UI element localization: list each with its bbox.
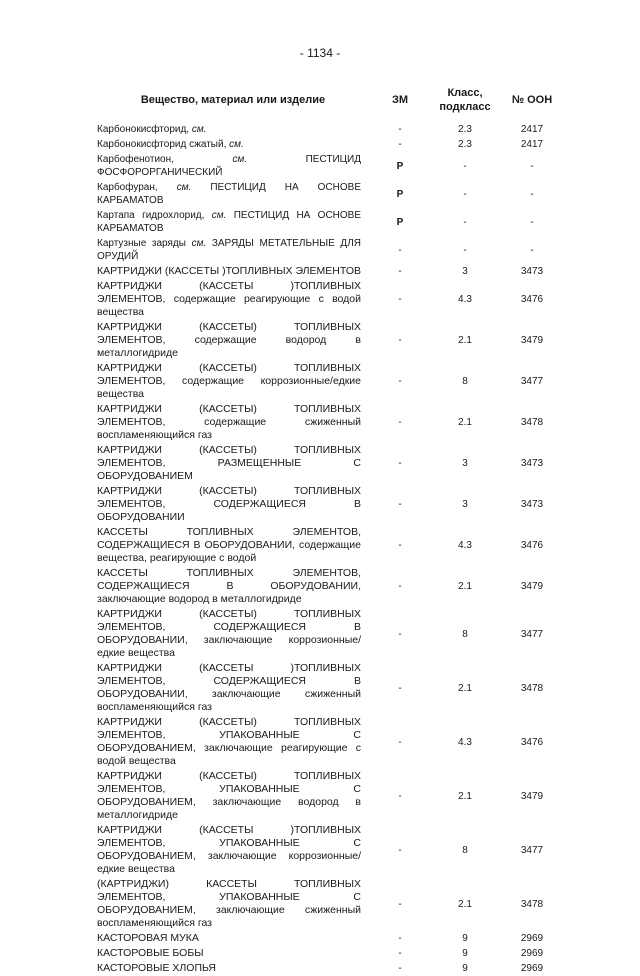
row-reference: см. — [191, 238, 207, 249]
table-row — [97, 402, 565, 443]
row-un-number: 3477 — [520, 376, 544, 387]
row-substance-name — [97, 769, 369, 823]
row-substance-name — [97, 152, 369, 180]
row-substance-name — [97, 877, 369, 931]
row-name-text: Карбонокисфторид сжатый, — [97, 139, 230, 150]
row-name-text: КАРТРИДЖИ (КАССЕТЫ) ТОПЛИВНЫХ ЭЛЕМЕНТОВ, СОДЕРЖАЩИЕСЯ В ОБОРУДОВАНИИ, заключающие коррозионные/едкие вещества — [97, 608, 361, 659]
row-class: 4.3 — [458, 294, 472, 305]
row-un-number: 3473 — [520, 458, 544, 469]
row-zm: - — [398, 948, 402, 959]
table-row — [97, 946, 565, 961]
row-class: 2.1 — [458, 417, 472, 428]
row-name-text: КАРТРИДЖИ (КАССЕТЫ )ТОПЛИВНЫХ ЭЛЕМЕНТОВ, УПАКОВАННЫЕ С ОБОРУДОВАНИЕМ, заключающие коррозионные/едкие вещества — [97, 824, 361, 875]
row-substance-name — [97, 715, 369, 769]
table-row — [97, 877, 565, 931]
header-class-line2: подкласс — [439, 101, 491, 113]
row-zm: - — [398, 682, 402, 694]
row-un-number: - — [530, 244, 534, 256]
row-zm: Р — [396, 160, 404, 172]
row-name-text: КАРТРИДЖИ (КАССЕТЫ )ТОПЛИВНЫХ ЭЛЕМЕНТОВ, содержащие реагирующие с водой вещества — [97, 280, 361, 318]
row-class: 9 — [462, 933, 468, 944]
row-name-target: ПЕСТИЦИД НА ОСНОВЕ КАРБАМАТОВ — [97, 182, 361, 206]
row-name-text: КАСТОРОВЫЕ БОБЫ — [97, 947, 204, 959]
page-number: - 1134 - — [299, 46, 341, 60]
row-name-text: КАРТРИДЖИ (КАССЕТЫ) ТОПЛИВНЫХ ЭЛЕМЕНТОВ, УПАКОВАННЫЕ С ОБОРУДОВАНИЕМ, заключающие водород в металлогидриде — [97, 770, 361, 821]
row-name-text: КАРТРИДЖИ (КАССЕТЫ) ТОПЛИВНЫХ ЭЛЕМЕНТОВ, содержащие водород в металлогидриде — [97, 321, 361, 359]
row-class: 8 — [462, 844, 468, 856]
table-row — [97, 931, 565, 946]
table-row — [97, 152, 565, 180]
row-zm: - — [398, 124, 402, 135]
row-class: 4.3 — [458, 540, 472, 551]
row-name-text: Карбофуран, — [97, 182, 177, 193]
row-class: 2.1 — [458, 335, 472, 346]
row-zm: - — [398, 844, 402, 856]
row-zm: - — [398, 628, 402, 640]
table-body — [97, 122, 565, 976]
table-row — [97, 122, 565, 137]
row-zm: - — [398, 244, 402, 256]
table-row — [97, 180, 565, 208]
row-un-number: 2417 — [520, 124, 544, 135]
row-substance-name — [97, 961, 369, 976]
row-substance-name — [97, 236, 369, 264]
row-class: 2.1 — [458, 790, 472, 802]
row-zm: - — [398, 417, 402, 428]
row-un-number: 3478 — [520, 682, 544, 694]
row-zm: - — [398, 790, 402, 802]
row-class: 2.1 — [458, 898, 472, 910]
row-name-text: КАСТОРОВЫЕ ХЛОПЬЯ — [97, 962, 217, 974]
row-name-text: КАРТРИДЖИ (КАССЕТЫ )ТОПЛИВНЫХ ЭЛЕМЕНТОВ, СОДЕРЖАЩИЕСЯ В ОБОРУДОВАНИИ, заключающие сжиженный воспламеняющийся газ — [97, 662, 361, 713]
row-substance-name — [97, 823, 369, 877]
row-substance-name — [97, 122, 369, 137]
row-class: 3 — [462, 266, 468, 277]
row-un-number: 3476 — [520, 540, 544, 551]
header-un: № ООН — [511, 94, 553, 106]
row-substance-name — [97, 208, 369, 236]
row-class: 9 — [462, 948, 468, 959]
row-substance-name — [97, 525, 369, 566]
header-class-line1: Класс, — [447, 87, 483, 99]
row-zm: Р — [396, 188, 404, 200]
row-name-text: Картузные заряды — [97, 238, 192, 249]
row-zm: - — [398, 376, 402, 387]
row-un-number: - — [530, 160, 534, 172]
row-zm: - — [398, 933, 402, 944]
row-un-number: - — [530, 188, 534, 200]
table-row — [97, 264, 565, 279]
table-row — [97, 525, 565, 566]
header-name: Вещество, материал или изделие — [140, 94, 326, 106]
table-header-row — [97, 86, 565, 122]
row-zm: - — [398, 736, 402, 748]
row-name-text: КАРТРИДЖИ (КАССЕТЫ) ТОПЛИВНЫХ ЭЛЕМЕНТОВ, УПАКОВАННЫЕ С ОБОРУДОВАНИЕМ, заключающие реагирующие с водой вещества — [97, 716, 361, 767]
row-name-text: Карбонокисфторид, — [97, 124, 192, 135]
row-un-number: 2969 — [520, 963, 544, 974]
table-row — [97, 279, 565, 320]
row-name-text: КАРТРИДЖИ (КАССЕТЫ )ТОПЛИВНЫХ ЭЛЕМЕНТОВ — [97, 265, 361, 277]
row-substance-name — [97, 443, 369, 484]
table-row — [97, 443, 565, 484]
row-name-text: Картапа гидрохлорид, — [97, 210, 212, 221]
header-class — [431, 86, 499, 122]
row-class: 2.1 — [458, 581, 472, 592]
header-zm: ЗМ — [391, 94, 409, 106]
row-un-number: 3479 — [520, 335, 544, 346]
table-row — [97, 715, 565, 769]
row-substance-name — [97, 931, 369, 946]
row-un-number: 3477 — [520, 844, 544, 856]
row-reference: см. — [229, 139, 244, 150]
row-zm: - — [398, 458, 402, 469]
row-substance-name — [97, 320, 369, 361]
row-name-text: КАРТРИДЖИ (КАССЕТЫ) ТОПЛИВНЫХ ЭЛЕМЕНТОВ, содержащие сжиженный воспламеняющийся газ — [97, 403, 361, 441]
table-row — [97, 361, 565, 402]
row-name-text: КАРТРИДЖИ (КАССЕТЫ) ТОПЛИВНЫХ ЭЛЕМЕНТОВ, РАЗМЕЩЕННЫЕ С ОБОРУДОВАНИЕМ — [97, 444, 361, 482]
row-zm: - — [398, 335, 402, 346]
row-zm: - — [398, 294, 402, 305]
row-reference: см. — [232, 154, 248, 165]
row-un-number: 3476 — [520, 294, 544, 305]
row-name-text: КАСТОРОВАЯ МУКА — [97, 932, 199, 944]
row-class: 3 — [462, 499, 468, 510]
row-un-number: 2417 — [520, 139, 544, 150]
row-class: - — [463, 244, 467, 256]
row-name-text: КАССЕТЫ ТОПЛИВНЫХ ЭЛЕМЕНТОВ, СОДЕРЖАЩИЕСЯ В ОБОРУДОВАНИИ, заключающие водород в металлогидриде — [97, 567, 361, 605]
table-row — [97, 484, 565, 525]
row-zm: - — [398, 963, 402, 974]
row-substance-name — [97, 402, 369, 443]
row-class: 8 — [462, 628, 468, 640]
row-class: 2.1 — [458, 682, 472, 694]
row-un-number: 2969 — [520, 948, 544, 959]
table-row — [97, 236, 565, 264]
row-un-number: 3478 — [520, 417, 544, 428]
row-un-number: 2969 — [520, 933, 544, 944]
row-substance-name — [97, 264, 369, 279]
row-un-number: - — [530, 216, 534, 228]
row-zm: - — [398, 581, 402, 592]
row-class: 4.3 — [458, 736, 472, 748]
row-name-target: ЗАРЯДЫ МЕТАТЕЛЬНЫЕ ДЛЯ ОРУДИЙ — [97, 238, 361, 262]
row-class: 8 — [462, 376, 468, 387]
row-substance-name — [97, 566, 369, 607]
row-substance-name — [97, 279, 369, 320]
row-un-number: 3473 — [520, 499, 544, 510]
row-reference: см. — [176, 182, 192, 193]
table-row — [97, 607, 565, 661]
row-zm: - — [398, 139, 402, 150]
row-class: 2.3 — [458, 124, 472, 135]
row-zm: - — [398, 898, 402, 910]
row-class: - — [463, 188, 467, 200]
row-substance-name — [97, 137, 369, 152]
row-name-text: КАРТРИДЖИ (КАССЕТЫ) ТОПЛИВНЫХ ЭЛЕМЕНТОВ, СОДЕРЖАЩИЕСЯ В ОБОРУДОВАНИИ — [97, 485, 361, 523]
row-substance-name — [97, 661, 369, 715]
row-un-number: 3479 — [520, 790, 544, 802]
row-un-number: 3477 — [520, 628, 544, 640]
row-name-text: КАРТРИДЖИ (КАССЕТЫ) ТОПЛИВНЫХ ЭЛЕМЕНТОВ, содержащие коррозионные/едкие вещества — [97, 362, 361, 400]
row-substance-name — [97, 361, 369, 402]
row-substance-name — [97, 484, 369, 525]
row-zm: - — [398, 266, 402, 277]
row-substance-name — [97, 180, 369, 208]
row-zm: - — [398, 540, 402, 551]
row-substance-name — [97, 946, 369, 961]
row-un-number: 3478 — [520, 898, 544, 910]
row-class: - — [463, 216, 467, 228]
table-row — [97, 961, 565, 976]
row-name-target: ПЕСТИЦИД ФОСФОРОРГАНИЧЕСКИЙ — [97, 154, 361, 178]
table-row — [97, 320, 565, 361]
row-name-target: ПЕСТИЦИД НА ОСНОВЕ КАРБАМАТОВ — [97, 210, 362, 234]
row-reference: см. — [211, 210, 227, 221]
row-substance-name — [97, 607, 369, 661]
substances-table — [97, 86, 565, 976]
row-name-text: (КАРТРИДЖИ) КАССЕТЫ ТОПЛИВНЫХ ЭЛЕМЕНТОВ, УПАКОВАННЫЕ С ОБОРУДОВАНИЕМ, заключающие сжиженный воспламеняющийся газ — [97, 878, 361, 929]
row-class: 9 — [462, 963, 468, 974]
table-row — [97, 137, 565, 152]
row-zm: Р — [396, 216, 404, 228]
row-name-text: Карбофенотион, — [97, 154, 233, 165]
row-un-number: 3479 — [520, 581, 544, 592]
row-zm: - — [398, 499, 402, 510]
row-name-text: КАССЕТЫ ТОПЛИВНЫХ ЭЛЕМЕНТОВ, СОДЕРЖАЩИЕСЯ В ОБОРУДОВАНИИ, содержащие вещества, реагирующие с водой — [97, 526, 361, 564]
row-un-number: 3476 — [520, 736, 544, 748]
table-row — [97, 823, 565, 877]
table-row — [97, 566, 565, 607]
row-class: 2.3 — [458, 139, 472, 150]
row-class: 3 — [462, 458, 468, 469]
row-un-number: 3473 — [520, 266, 544, 277]
table-row — [97, 661, 565, 715]
table-row — [97, 769, 565, 823]
row-reference: см. — [191, 124, 207, 135]
row-class: - — [463, 160, 467, 172]
table-row — [97, 208, 565, 236]
